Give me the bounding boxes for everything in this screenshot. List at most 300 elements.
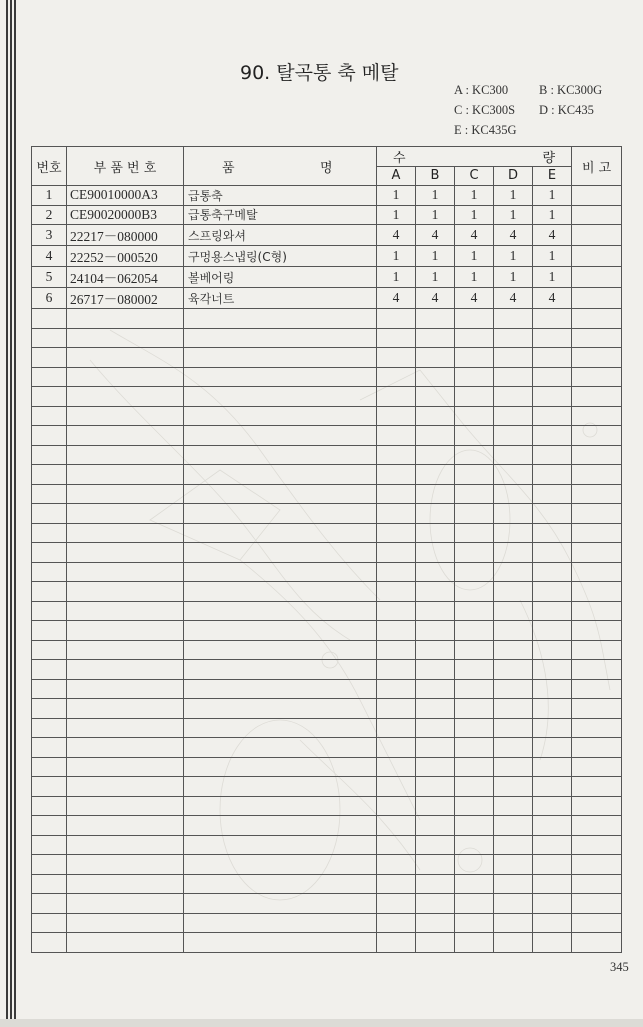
empty-cell (67, 621, 184, 641)
empty-cell (455, 309, 494, 329)
empty-cell (533, 387, 572, 407)
empty-table-row (32, 309, 622, 329)
remarks-cell (572, 186, 622, 206)
empty-cell (494, 660, 533, 680)
row-number: 6 (32, 288, 67, 309)
empty-cell (455, 582, 494, 602)
empty-cell (416, 309, 455, 329)
empty-cell (494, 387, 533, 407)
empty-cell (184, 387, 377, 407)
empty-table-row (32, 738, 622, 758)
empty-cell (416, 699, 455, 719)
quantity-cell: 1 (455, 267, 494, 288)
empty-cell (494, 718, 533, 738)
empty-cell (572, 816, 622, 836)
empty-cell (184, 874, 377, 894)
empty-cell (184, 796, 377, 816)
empty-cell (377, 913, 416, 933)
empty-cell (184, 718, 377, 738)
empty-cell (455, 640, 494, 660)
empty-cell (377, 582, 416, 602)
header-part-no: 부 품 번 호 (67, 147, 184, 186)
part-number: CE90020000B3 (67, 205, 184, 225)
model-code: A : KC300 (454, 83, 509, 97)
quantity-cell: 1 (494, 246, 533, 267)
quantity-cell: 4 (533, 225, 572, 246)
empty-cell (32, 738, 67, 758)
header-qty-left: 수 (393, 151, 406, 166)
empty-cell (494, 796, 533, 816)
empty-cell (416, 679, 455, 699)
row-number: 2 (32, 205, 67, 225)
empty-cell (572, 543, 622, 563)
quantity-cell: 4 (494, 288, 533, 309)
empty-cell (455, 406, 494, 426)
part-number: CE90010000A3 (67, 186, 184, 206)
empty-cell (533, 543, 572, 563)
quantity-cell: 1 (494, 267, 533, 288)
part-number: 26717－080002 (67, 288, 184, 309)
empty-cell (184, 894, 377, 914)
empty-cell (533, 601, 572, 621)
empty-cell (494, 855, 533, 875)
empty-cell (572, 367, 622, 387)
empty-cell (533, 640, 572, 660)
empty-table-row (32, 874, 622, 894)
empty-cell (416, 465, 455, 485)
empty-table-row (32, 835, 622, 855)
empty-cell (416, 601, 455, 621)
quantity-cell: 4 (377, 225, 416, 246)
empty-cell (184, 621, 377, 641)
empty-table-row (32, 601, 622, 621)
empty-cell (572, 699, 622, 719)
empty-cell (377, 660, 416, 680)
empty-cell (67, 660, 184, 680)
part-number: 22217－080000 (67, 225, 184, 246)
empty-cell (184, 582, 377, 602)
header-name (184, 147, 377, 186)
empty-cell (572, 660, 622, 680)
empty-cell (572, 738, 622, 758)
empty-cell (416, 913, 455, 933)
empty-cell (67, 504, 184, 524)
empty-cell (32, 777, 67, 797)
empty-cell (377, 874, 416, 894)
empty-cell (572, 582, 622, 602)
empty-cell (377, 894, 416, 914)
model-code: B : KC300G (539, 83, 603, 97)
empty-cell (533, 913, 572, 933)
empty-cell (416, 484, 455, 504)
empty-cell (494, 348, 533, 368)
binding-line (14, 0, 16, 1027)
empty-cell (533, 679, 572, 699)
empty-cell (67, 874, 184, 894)
empty-cell (533, 562, 572, 582)
empty-cell (32, 621, 67, 641)
empty-cell (494, 933, 533, 953)
empty-cell (377, 504, 416, 524)
empty-cell (572, 426, 622, 446)
empty-cell (572, 757, 622, 777)
empty-table-row (32, 777, 622, 797)
empty-cell (494, 309, 533, 329)
empty-cell (377, 543, 416, 563)
table-row (32, 205, 622, 225)
empty-cell (377, 309, 416, 329)
empty-cell (572, 562, 622, 582)
quantity-cell: 1 (494, 205, 533, 225)
empty-cell (416, 523, 455, 543)
empty-table-row (32, 523, 622, 543)
empty-cell (533, 426, 572, 446)
empty-cell (416, 874, 455, 894)
header-qty-c: C (455, 166, 494, 186)
part-name: 스프링와셔 (184, 225, 377, 246)
empty-cell (377, 445, 416, 465)
empty-cell (455, 738, 494, 758)
empty-table-row (32, 387, 622, 407)
model-legend (454, 80, 602, 140)
empty-cell (32, 640, 67, 660)
empty-cell (455, 933, 494, 953)
empty-cell (572, 348, 622, 368)
empty-cell (572, 796, 622, 816)
empty-cell (533, 796, 572, 816)
empty-cell (377, 796, 416, 816)
empty-cell (32, 426, 67, 446)
empty-cell (416, 621, 455, 641)
empty-cell (377, 738, 416, 758)
model-legend-row (454, 120, 602, 140)
empty-cell (32, 465, 67, 485)
empty-cell (377, 484, 416, 504)
empty-table-row (32, 660, 622, 680)
empty-table-row (32, 484, 622, 504)
model-code: E : KC435G (454, 123, 517, 137)
quantity-cell: 1 (455, 246, 494, 267)
empty-cell (455, 328, 494, 348)
empty-cell (416, 367, 455, 387)
empty-cell (416, 582, 455, 602)
empty-cell (32, 387, 67, 407)
empty-cell (494, 835, 533, 855)
parts-table-body (32, 186, 622, 953)
empty-table-row (32, 757, 622, 777)
empty-table-row (32, 406, 622, 426)
empty-cell (184, 777, 377, 797)
empty-cell (494, 621, 533, 641)
empty-cell (455, 504, 494, 524)
empty-cell (494, 367, 533, 387)
empty-cell (32, 855, 67, 875)
empty-cell (416, 777, 455, 797)
empty-cell (494, 699, 533, 719)
empty-cell (494, 816, 533, 836)
empty-cell (184, 328, 377, 348)
empty-cell (67, 913, 184, 933)
empty-cell (32, 718, 67, 738)
empty-cell (377, 757, 416, 777)
empty-table-row (32, 328, 622, 348)
empty-cell (32, 543, 67, 563)
empty-table-row (32, 445, 622, 465)
empty-cell (533, 582, 572, 602)
empty-cell (32, 699, 67, 719)
empty-cell (184, 679, 377, 699)
quantity-cell: 4 (377, 288, 416, 309)
empty-cell (494, 465, 533, 485)
empty-cell (572, 328, 622, 348)
empty-cell (572, 621, 622, 641)
empty-cell (67, 348, 184, 368)
empty-table-row (32, 699, 622, 719)
empty-cell (184, 426, 377, 446)
empty-cell (572, 523, 622, 543)
empty-cell (184, 601, 377, 621)
empty-cell (455, 913, 494, 933)
binding-line (10, 0, 12, 1027)
empty-cell (533, 406, 572, 426)
empty-cell (533, 874, 572, 894)
empty-cell (67, 757, 184, 777)
empty-cell (67, 328, 184, 348)
empty-cell (184, 757, 377, 777)
quantity-cell: 1 (377, 246, 416, 267)
empty-cell (32, 796, 67, 816)
part-name: 구멍용스냅링(C형) (184, 246, 377, 267)
empty-cell (572, 387, 622, 407)
empty-cell (455, 484, 494, 504)
empty-cell (67, 601, 184, 621)
empty-cell (533, 348, 572, 368)
empty-cell (572, 640, 622, 660)
row-number: 4 (32, 246, 67, 267)
empty-cell (377, 523, 416, 543)
remarks-cell (572, 205, 622, 225)
quantity-cell: 1 (455, 186, 494, 206)
empty-cell (377, 387, 416, 407)
page-title: 90. 탈곡통 축 메탈 (240, 62, 399, 84)
empty-cell (416, 757, 455, 777)
empty-cell (377, 406, 416, 426)
empty-cell (32, 601, 67, 621)
empty-cell (377, 562, 416, 582)
empty-cell (533, 855, 572, 875)
empty-cell (533, 933, 572, 953)
empty-cell (572, 484, 622, 504)
table-row (32, 246, 622, 267)
empty-cell (455, 660, 494, 680)
empty-cell (377, 465, 416, 485)
empty-cell (377, 699, 416, 719)
empty-cell (184, 465, 377, 485)
empty-cell (32, 348, 67, 368)
empty-cell (533, 777, 572, 797)
empty-table-row (32, 348, 622, 368)
empty-cell (533, 523, 572, 543)
empty-cell (32, 894, 67, 914)
empty-cell (416, 328, 455, 348)
empty-cell (572, 718, 622, 738)
empty-cell (533, 309, 572, 329)
empty-cell (455, 367, 494, 387)
quantity-cell: 4 (494, 225, 533, 246)
empty-cell (572, 777, 622, 797)
part-number: 22252－000520 (67, 246, 184, 267)
header-qty-b: B (416, 166, 455, 186)
empty-cell (184, 309, 377, 329)
empty-cell (416, 738, 455, 758)
empty-table-row (32, 367, 622, 387)
empty-table-row (32, 816, 622, 836)
quantity-cell: 1 (455, 205, 494, 225)
empty-cell (67, 445, 184, 465)
empty-cell (32, 874, 67, 894)
empty-cell (494, 777, 533, 797)
empty-cell (533, 660, 572, 680)
empty-cell (184, 504, 377, 524)
model-legend-row (454, 100, 602, 120)
quantity-cell: 4 (455, 225, 494, 246)
quantity-cell: 1 (533, 246, 572, 267)
empty-cell (533, 718, 572, 738)
empty-cell (377, 933, 416, 953)
header-quantity (377, 147, 572, 167)
empty-cell (572, 406, 622, 426)
empty-cell (377, 679, 416, 699)
empty-table-row (32, 796, 622, 816)
table-row (32, 225, 622, 246)
quantity-cell: 4 (455, 288, 494, 309)
header-no: 번호 (32, 147, 67, 186)
empty-cell (455, 835, 494, 855)
empty-cell (416, 933, 455, 953)
empty-cell (184, 855, 377, 875)
empty-cell (184, 562, 377, 582)
empty-cell (32, 504, 67, 524)
remarks-cell (572, 267, 622, 288)
empty-cell (377, 816, 416, 836)
empty-cell (494, 445, 533, 465)
empty-cell (32, 757, 67, 777)
empty-cell (572, 465, 622, 485)
empty-cell (455, 796, 494, 816)
empty-cell (67, 484, 184, 504)
quantity-cell: 1 (533, 205, 572, 225)
empty-cell (416, 406, 455, 426)
empty-cell (67, 523, 184, 543)
empty-cell (67, 309, 184, 329)
empty-cell (377, 777, 416, 797)
empty-cell (377, 601, 416, 621)
empty-cell (494, 913, 533, 933)
header-remarks: 비 고 (572, 147, 622, 186)
header-qty-e: E (533, 166, 572, 186)
empty-cell (572, 309, 622, 329)
empty-cell (32, 913, 67, 933)
empty-cell (572, 835, 622, 855)
empty-cell (533, 835, 572, 855)
empty-cell (494, 504, 533, 524)
page-number: 345 (610, 960, 629, 974)
empty-table-row (32, 426, 622, 446)
empty-cell (455, 562, 494, 582)
empty-cell (32, 835, 67, 855)
empty-cell (67, 718, 184, 738)
empty-table-row (32, 855, 622, 875)
empty-cell (416, 718, 455, 738)
empty-cell (377, 621, 416, 641)
empty-cell (455, 874, 494, 894)
empty-cell (377, 367, 416, 387)
empty-cell (32, 660, 67, 680)
empty-cell (455, 757, 494, 777)
empty-cell (32, 367, 67, 387)
quantity-cell: 4 (416, 225, 455, 246)
empty-cell (67, 894, 184, 914)
empty-table-row (32, 679, 622, 699)
empty-cell (455, 601, 494, 621)
empty-cell (416, 387, 455, 407)
quantity-cell: 1 (377, 186, 416, 206)
empty-cell (494, 601, 533, 621)
empty-cell (455, 894, 494, 914)
empty-table-row (32, 640, 622, 660)
empty-cell (416, 894, 455, 914)
empty-cell (455, 445, 494, 465)
empty-cell (572, 445, 622, 465)
empty-cell (67, 933, 184, 953)
table-row (32, 288, 622, 309)
part-name: 급통축 (184, 186, 377, 206)
quantity-cell: 1 (416, 186, 455, 206)
empty-cell (184, 738, 377, 758)
empty-cell (67, 855, 184, 875)
empty-cell (533, 328, 572, 348)
empty-table-row (32, 621, 622, 641)
empty-cell (533, 504, 572, 524)
row-number: 3 (32, 225, 67, 246)
header-qty-d: D (494, 166, 533, 186)
empty-cell (494, 426, 533, 446)
quantity-cell: 4 (533, 288, 572, 309)
quantity-cell: 1 (377, 267, 416, 288)
empty-cell (455, 816, 494, 836)
empty-table-row (32, 543, 622, 563)
empty-cell (494, 543, 533, 563)
quantity-cell: 1 (416, 267, 455, 288)
empty-cell (184, 640, 377, 660)
empty-cell (377, 640, 416, 660)
empty-cell (572, 894, 622, 914)
empty-cell (533, 738, 572, 758)
empty-cell (67, 699, 184, 719)
empty-table-row (32, 933, 622, 953)
parts-table (31, 146, 622, 953)
model-code: C : KC300S (454, 103, 516, 117)
empty-cell (377, 835, 416, 855)
empty-cell (377, 426, 416, 446)
empty-cell (184, 348, 377, 368)
empty-cell (184, 445, 377, 465)
quantity-cell: 1 (533, 186, 572, 206)
empty-cell (184, 660, 377, 680)
empty-table-row (32, 582, 622, 602)
empty-cell (67, 406, 184, 426)
empty-cell (494, 679, 533, 699)
